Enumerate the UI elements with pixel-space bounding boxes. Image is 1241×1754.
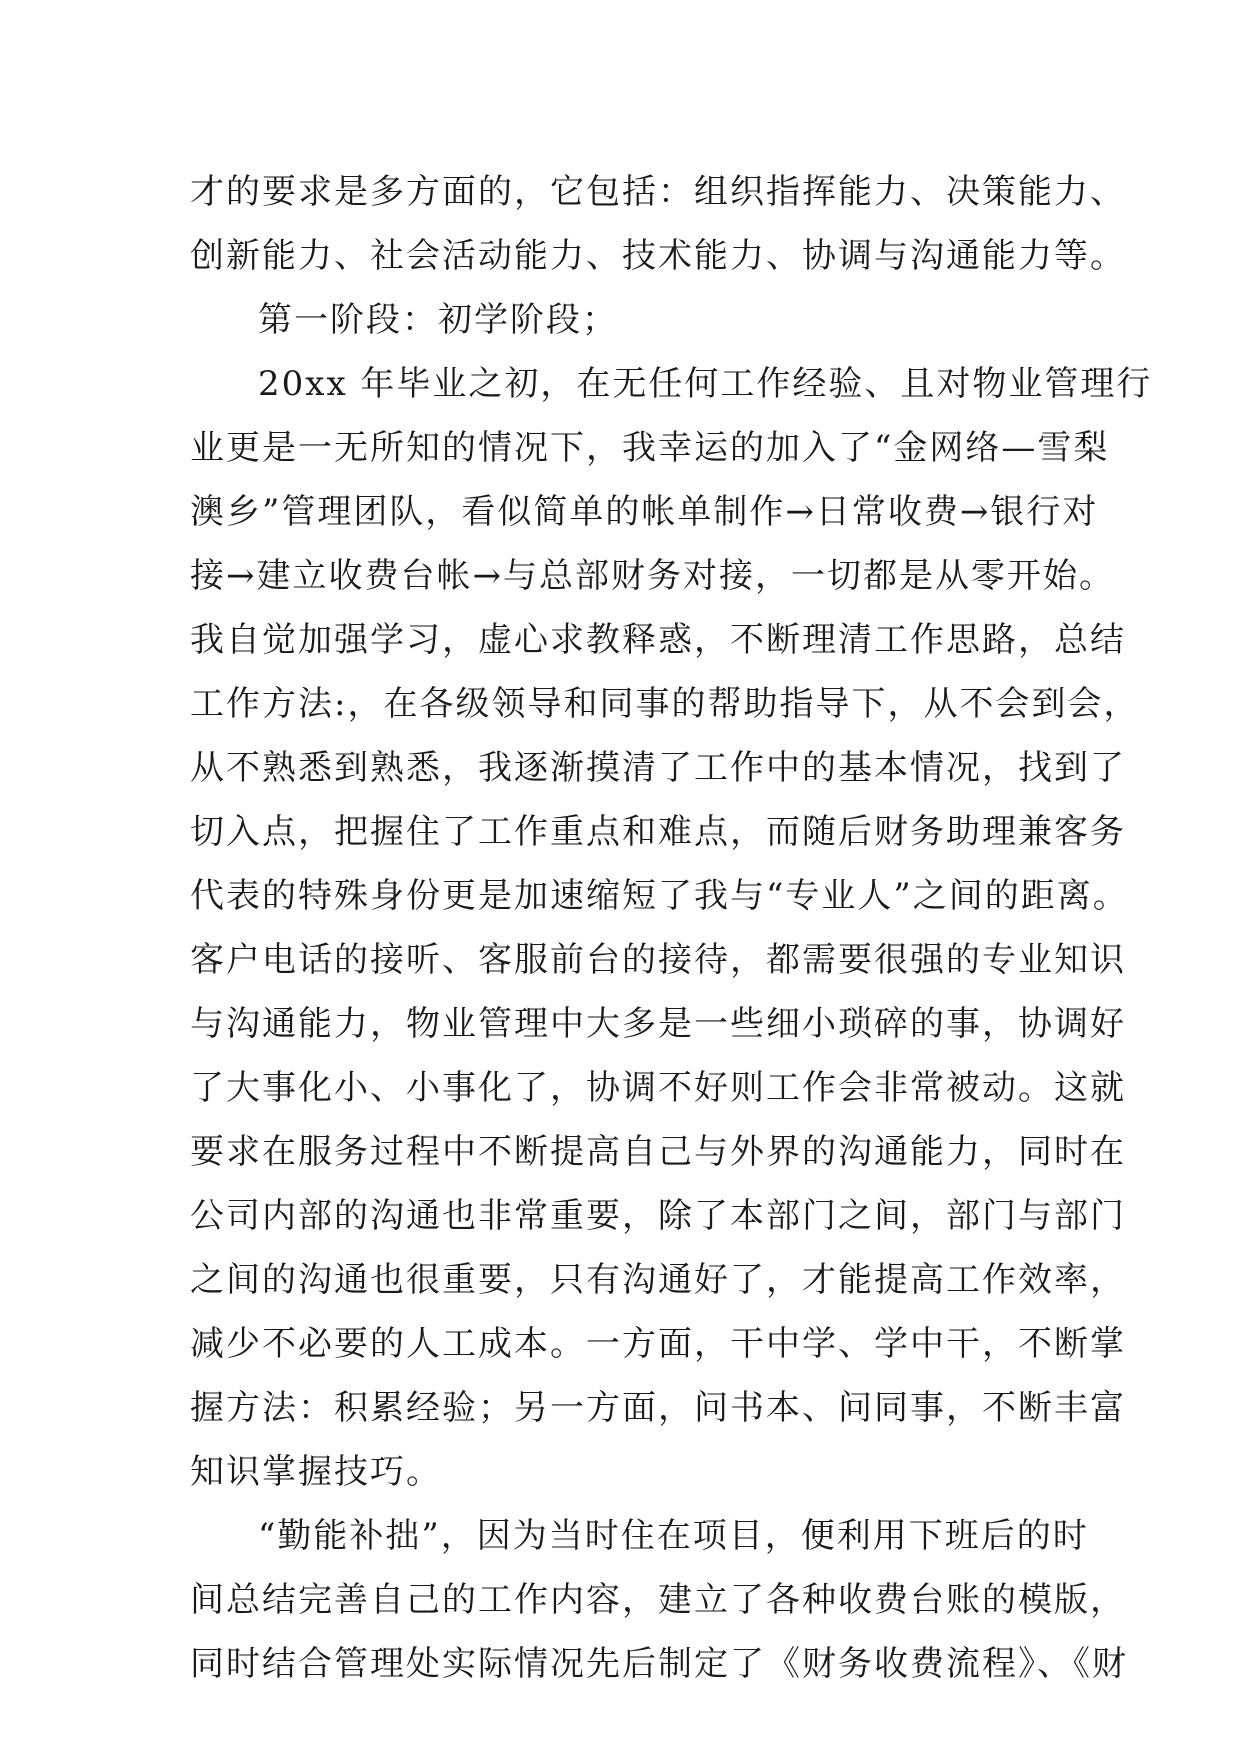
text-line: 创新能力、社会活动能力、技术能力、协调与沟通能力等。 xyxy=(190,236,1126,276)
paragraph-first-line: 20xx 年毕业之初，在无任何工作经验、且对物业管理行 xyxy=(258,364,1153,404)
text-line: 接→建立收费台帐→与总部财务对接，一切都是从零开始。 xyxy=(190,556,1115,596)
text-line: 才的要求是多方面的，它包括：组织指挥能力、决策能力、 xyxy=(190,172,1126,212)
paragraph-first-line: “勤能补拙”，因为当时住在项目，便利用下班后的时 xyxy=(258,1516,1089,1556)
text-line: 公司内部的沟通也非常重要，除了本部门之间，部门与部门 xyxy=(190,1196,1126,1236)
text-line: 减少不必要的人工成本。一方面，干中学、学中干，不断掌 xyxy=(190,1324,1126,1364)
text-line: 之间的沟通也很重要，只有沟通好了，才能提高工作效率， xyxy=(190,1260,1126,1300)
text-line: 了大事化小、小事化了，协调不好则工作会非常被动。这就 xyxy=(190,1068,1126,1108)
text-line: 我自觉加强学习，虚心求教释惑，不断理清工作思路，总结 xyxy=(190,620,1126,660)
text-line: 客户电话的接听、客服前台的接待，都需要很强的专业知识 xyxy=(190,940,1126,980)
body-text xyxy=(190,160,1153,1696)
text-line: 澳乡”管理团队，看似简单的帐单制作→日常收费→银行对 xyxy=(190,492,1099,532)
text-line: 与沟通能力，物业管理中大多是一些细小琐碎的事，协调好 xyxy=(190,1004,1126,1044)
section-heading: 第一阶段：初学阶段； xyxy=(258,300,618,340)
text-line: 代表的特殊身份更是加速缩短了我与“专业人”之间的距离。 xyxy=(190,876,1129,916)
text-line: 同时结合管理处实际情况先后制定了《财务收费流程》、《财 xyxy=(190,1644,1128,1684)
text-line: 间总结完善自己的工作内容，建立了各种收费台账的模版， xyxy=(190,1580,1126,1620)
text-line: 业更是一无所知的情况下，我幸运的加入了“金网络—雪梨 xyxy=(190,428,1110,468)
paragraph-last-line: 知识掌握技巧。 xyxy=(190,1452,442,1492)
text-line: 切入点，把握住了工作重点和难点，而随后财务助理兼客务 xyxy=(190,812,1126,852)
text-line: 要求在服务过程中不断提高自己与外界的沟通能力，同时在 xyxy=(190,1132,1126,1172)
text-line: 工作方法:，在各级领导和同事的帮助指导下，从不会到会， xyxy=(190,684,1140,724)
text-line: 从不熟悉到熟悉，我逐渐摸清了工作中的基本情况，找到了 xyxy=(190,748,1126,788)
text-line: 握方法：积累经验；另一方面，问书本、问同事，不断丰富 xyxy=(190,1388,1126,1428)
